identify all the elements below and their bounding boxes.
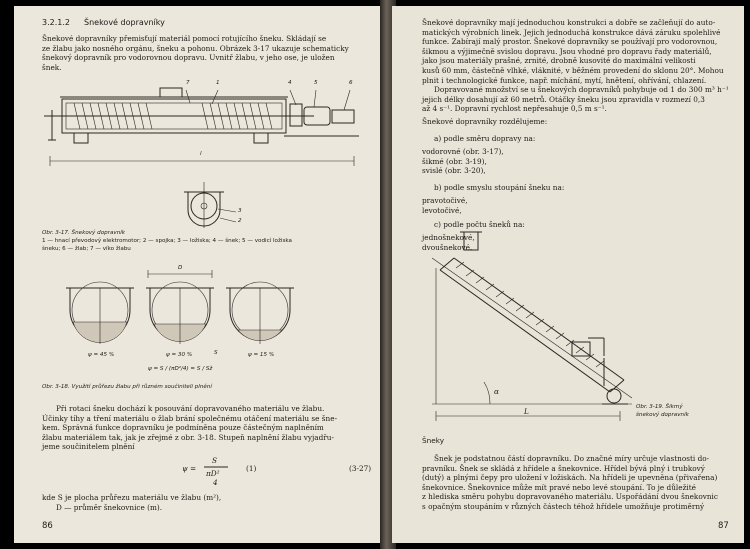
paragraph-line: jako jsou materiály prašné, zrnité, drobně kusovité do maximální velikosti xyxy=(422,56,696,66)
page-number: 87 xyxy=(718,521,729,531)
intro-line: šnek. xyxy=(42,62,62,72)
paragraph-line: až 4 s⁻¹. Dopravní rychlost nepřesahuje 0,5 m s⁻¹. xyxy=(422,104,607,114)
bottom-line: šnekovnice. Šnekovnice může mít pravé nebo levé stoupání. To je důležité xyxy=(422,482,697,492)
paragraph-line: šikmou a výjimečně svislou dopravu. Jsou vhodné pro dopravu řady materiálů, xyxy=(422,46,712,56)
equation-numerator: S xyxy=(212,456,217,465)
bottom-line: Šnek je podstatnou částí dopravníku. Do značné míry určuje vlastnosti do- xyxy=(434,454,710,463)
fig18-label-s: S xyxy=(214,350,218,356)
fig18-fill-45: ψ = 45 % xyxy=(88,352,115,358)
bottom-line: (dutý) a plnými čepy pro uložení v ložiskách. Na hřídeli je upevněna (přivařena) xyxy=(422,473,718,483)
equation-lhs: ψ = xyxy=(182,464,197,473)
paragraph-line: Šnekové dopravníky rozdělujeme: xyxy=(422,117,548,126)
group-a-item: svislé (obr. 3-20), xyxy=(422,166,486,176)
fig17-label: 4 xyxy=(288,80,292,86)
group-a-item: vodorovné (obr. 3-17), xyxy=(422,147,504,156)
fig17-label: 3 xyxy=(238,208,242,214)
where-line: D — průměr šnekovnice (m). xyxy=(56,502,163,512)
group-c-item: dvoušnekové. xyxy=(422,242,473,252)
equation-denominator: πD² xyxy=(206,469,220,478)
paragraph-line: jejich délky dosahují až 60 metrů. Otáčky šneku jsou zpravidla v rozmezí 0,3 xyxy=(422,94,705,104)
group-a-item: šikmé (obr. 3-19), xyxy=(422,156,487,166)
fig19-caption-line: šnekový dopravník xyxy=(636,412,689,418)
right-page xyxy=(392,6,744,543)
intro-line: Šnekové dopravníky přemisťují materiál pomocí rotujícího šneku. Skládají se xyxy=(42,34,327,43)
fig19-angle-label: α xyxy=(494,387,499,396)
fig17-label: l xyxy=(200,151,202,157)
paragraph-line: Šnekové dopravníky mají jednoduchou konstrukci a dobře se začleňují do auto- xyxy=(422,18,716,27)
fig18-caption: Obr. 3-18. Využití průřezu žlabu při různém součiniteli plnění xyxy=(42,384,212,390)
where-line: kde S je plocha průřezu materiálu ve žlabu (m²), xyxy=(42,493,222,502)
fig18-formula: ψ = S / (πD²/4) = S / Sž xyxy=(148,366,213,372)
paragraph-line: matických výrobních linek. Jejich jednoduchá konstrukce dává záruku spolehlivé xyxy=(422,27,721,37)
section-title: Šnekové dopravníky xyxy=(84,18,165,27)
paragraph-line: plnit i technologické funkce, např. míchání, mytí, hnětení, ohřívání, chlazení. xyxy=(422,75,707,85)
group-b-item: pravotočivé, xyxy=(422,196,468,205)
fig17-label: 1 xyxy=(216,80,220,86)
body-line: žlabu materiálem tak, jak je zřejmé z obr. 3-18. Stupeň naplnění žlabu vyjadřu- xyxy=(42,432,334,442)
equation-fraction-bar xyxy=(14,6,386,543)
intro-line: šnekový dopravník pro vodorovnou dopravu. Uvnitř žlabu, v jeho ose, je uložen xyxy=(42,53,335,63)
fig18-fill-15: ψ = 15 % xyxy=(248,352,275,358)
intro-line: ze žlabu jako nosného orgánu, šneku a pohonu. Obrázek 3-17 ukazuje schematicky xyxy=(42,43,349,53)
left-page xyxy=(14,6,386,543)
equation-denominator-under: 4 xyxy=(213,478,218,487)
body-line: Účinky tíhy a tření materiálu o žlab brání společnému otáčení materiálu se šne- xyxy=(42,413,338,423)
figure-3-19-inclined-conveyor xyxy=(392,6,744,436)
fig17-label: 2 xyxy=(238,218,242,224)
group-b-item: levotočivé, xyxy=(422,205,462,215)
fig17-label: 5 xyxy=(314,80,318,86)
fig19-length-label: L xyxy=(524,407,529,416)
fig19-caption-line: Obr. 3-19. Šikmý xyxy=(636,404,683,410)
group-c-item: jednošnekové, xyxy=(422,233,475,242)
group-b-heading: b) podle smyslu stoupání šneku na: xyxy=(434,183,565,192)
fig17-label: 7 xyxy=(186,80,190,86)
body-line: kem. Správná funkce dopravníku je podmíněna pouze částečným naplněním xyxy=(42,423,324,433)
subheading: Šneky xyxy=(422,436,445,445)
page-number: 86 xyxy=(42,521,53,531)
fig17-caption-title: Obr. 3-17. Šnekový dopravník xyxy=(42,230,126,236)
paragraph-line: Dopravované množství se u šnekových dopravníků pohybuje od 1 do 300 m³ h⁻¹ xyxy=(434,85,729,95)
group-c-heading: c) podle počtu šneků na: xyxy=(434,220,525,229)
bottom-line: z hlediska směru pohybu dopravovaného materiálu. Uspořádání dvou šnekovnic xyxy=(422,492,718,502)
body-line: Při rotaci šneku dochází k posouvání dopravovaného materiálu ve žlabu. xyxy=(56,404,325,413)
fig18-fill-30: ψ = 30 % xyxy=(166,352,193,358)
bottom-line: s opačným stoupáním v různých částech téhož hřídele umožňuje protiměrný xyxy=(422,502,705,511)
bottom-line: pravníku. Šnek se skládá z hřídele a šnekovnice. Hřídel bývá plný i trubkový xyxy=(422,463,705,473)
section-number: 3.2.1.2 xyxy=(42,18,70,27)
equation-tag: (1) xyxy=(246,464,257,473)
equation-number: (3-27) xyxy=(349,464,372,473)
paragraph-line: funkce. Zabírají malý prostor. Šnekové dopravníky se používají pro vodorovnou, xyxy=(422,37,718,47)
body-line: jeme součinitelem plnění xyxy=(42,442,135,452)
fig18-label-d: D xyxy=(178,265,183,271)
paragraph-line: kusů 60 mm, částečně vlhké, vláknité, v běžném provedení do sklonu 20°. Mohou xyxy=(422,66,724,75)
fig17-caption-line: šneku; 6 — žlab; 7 — víko žlabu xyxy=(42,246,131,252)
group-a-heading: a) podle směru dopravy na: xyxy=(434,134,536,143)
fig17-label: 6 xyxy=(349,80,353,86)
fig17-caption-line: 1 — hnací převodový elektromotor; 2 — spojka; 3 — ložiska; 4 — šnek; 5 — vodicí ložiska xyxy=(42,238,292,244)
